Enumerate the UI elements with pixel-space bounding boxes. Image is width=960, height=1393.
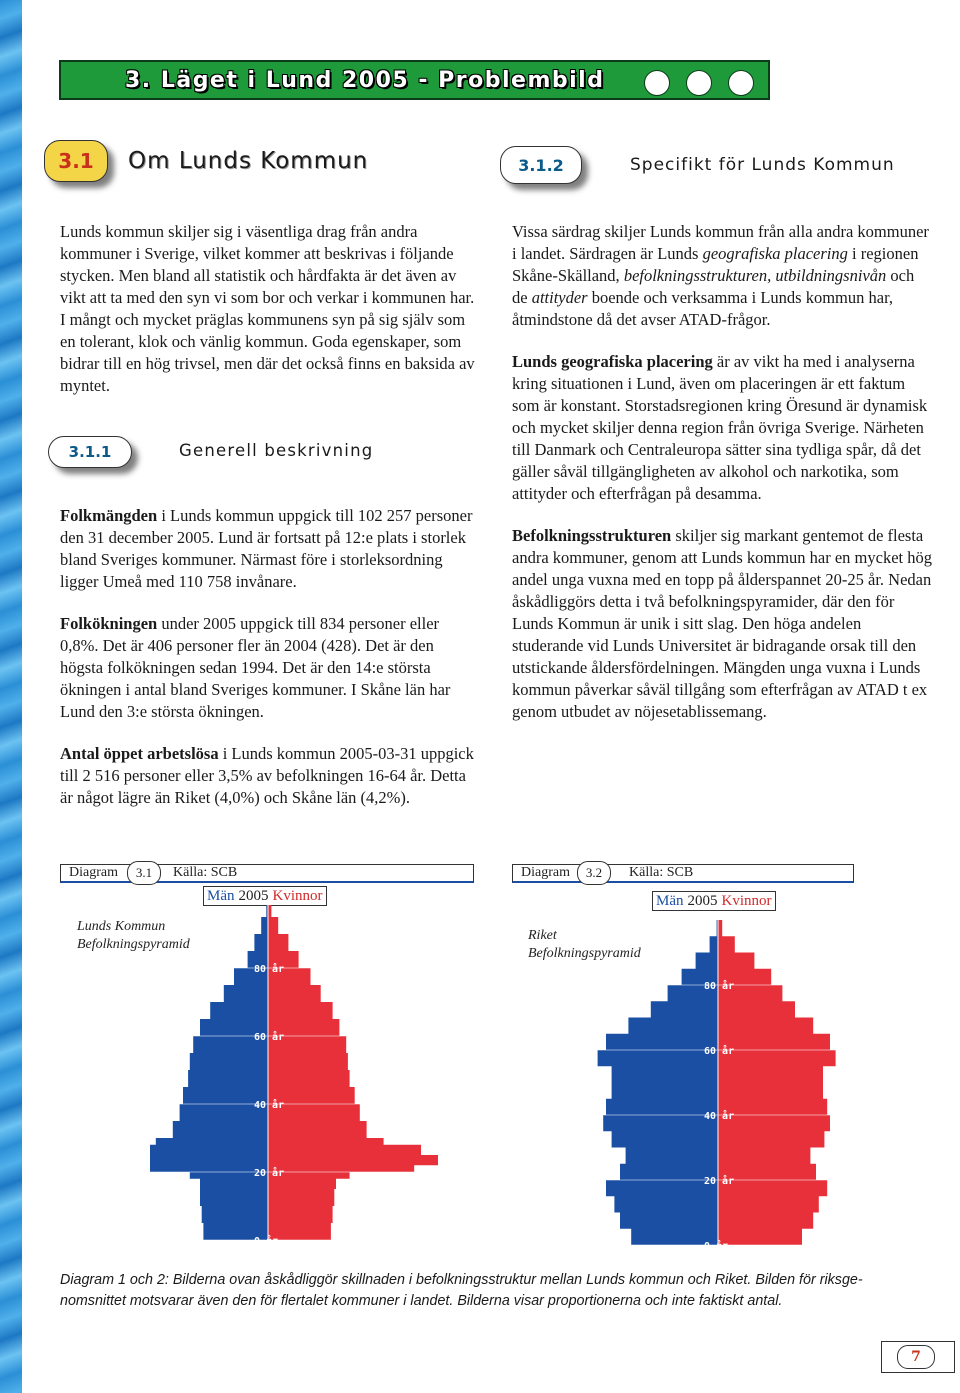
diagram-2-header bbox=[512, 864, 854, 883]
section-title-3-1: Om Lunds Kommun bbox=[128, 148, 369, 174]
decorative-sidebar bbox=[0, 0, 22, 1393]
diagram-1-legend bbox=[203, 886, 327, 906]
diagram-1-source: Källa: SCB bbox=[173, 865, 238, 880]
series-women-area bbox=[718, 920, 836, 1245]
legend-men: Män bbox=[656, 893, 684, 909]
intro-paragraph bbox=[60, 221, 480, 417]
series-men-area bbox=[598, 920, 718, 1245]
page-title: 3. Läget i Lund 2005 - Problembild bbox=[125, 67, 605, 93]
series-men-area bbox=[150, 905, 268, 1240]
paragraph-folkokningen: Folkökningen under 2005 uppgick till 834 personer eller 0,8%. Det är 406 personer fler än 2004 (428). Det är den högsta folkökningen sedan 1994. Det är den 14:e största ökningen i antal bland Sveriges kommuner. I Skåne län har Lund den 3:e största ökningen. bbox=[60, 614, 451, 721]
dot-icon bbox=[644, 70, 670, 96]
page-number: 7 bbox=[897, 1345, 935, 1369]
section-number-3-1: 3.1 bbox=[44, 140, 108, 182]
diagram-1-label: Diagram bbox=[69, 865, 118, 880]
age-tick-label: 80 år bbox=[254, 964, 285, 975]
age-tick-label: 60 år bbox=[704, 1046, 735, 1057]
dot-icon bbox=[728, 70, 754, 96]
diagram-2-label: Diagram bbox=[521, 865, 570, 880]
dot-icon bbox=[686, 70, 712, 96]
figure-caption: Diagram 1 och 2: Bilderna ovan åskådliggör skillnaden i befolkningsstruktur mellan Lunds kommun och Riket. Bilden för riksge-nomsnittet motsvarar även den för flertalet kommuner i landet. Bilderna visar proportionerna och inte faktiskt antal. bbox=[60, 1272, 863, 1309]
diagram-2-title-line2: Befolkningspyramid bbox=[528, 946, 641, 961]
age-tick-label: 40 år bbox=[254, 1100, 285, 1111]
paragraph-sardrag: Vissa särdrag skiljer Lunds kommun från alla andra kommuner i landet. Särdragen är Lunds geografiska placering i regionen Skåne-Skälland, befolkningsstrukturen, utbildningsnivån och de attityder boende och verksamma i Lunds kommun har, åtmindstone då det avser ATAD-frågor. bbox=[512, 222, 929, 329]
diagram-2-title-line1: Riket bbox=[528, 928, 557, 943]
paragraph-folkmangden: Folkmängden i Lunds kommun uppgick till 102 257 personer den 31 december 2005. Lund är fortsatt på 12:e plats i storlek bland Sveriges kommuner. Närmast före i storleksordning ligger Umeå med 110 758 invånare. bbox=[60, 506, 473, 591]
paragraph-arbetslosa: Antal öppet arbetslösa i Lunds kommun 2005-03-31 uppgick till 2 516 personer eller 3,5% av befolkningen 16-64 år. Detta är något lägre än Riket (4,0%) och Skåne län (4,2%). bbox=[60, 744, 474, 807]
paragraph-geografiska: Lunds geografiska placering är av vikt ha med i analyserna kring situationen i Lund, även om placeringen är ett faktum som är konstant. Storstadsregionen kring Öresund är dynamisk och mycket skiljer denna region från övriga Sverige. Närheten till Danmark och Centraleuropa sätter sina tydliga spår, då det gäller såväl tillgängligheten av alkohol och narkotika, som attityder och efterfrågan på desamma. bbox=[512, 352, 928, 503]
legend-year: 2005 bbox=[687, 893, 718, 909]
diagram-1-header bbox=[60, 864, 474, 883]
age-tick-label: 40 år bbox=[704, 1111, 735, 1122]
legend-men: Män bbox=[207, 888, 235, 904]
right-body bbox=[512, 221, 932, 743]
section-title-3-1-1: Generell beskrivning bbox=[179, 441, 374, 460]
diagram-2-legend bbox=[652, 891, 776, 911]
diagram-1-title-line2: Befolkningspyramid bbox=[77, 937, 190, 952]
paragraph-befolkningsstruktur: Befolkningsstrukturen skiljer sig markant gentemot de flesta andra kommuner, genom att Lunds kommun har en mycket hög andel unga vuxna med en topp på ålderspannet 20-25 år. Nedan åskådliggörs detta i två befolkningspyramider, där den för Lunds Kommun är unik i sitt slag. Den höga andelen studerande vid Lunds Universitet är bidragande orsak till den utstickande åldersfördelningen. Mängden unga vuxna i Lunds kommun påverkar såväl tillgång som efterfrågan av ATAD t ex genom utbudet av nöjesetablissemang. bbox=[512, 526, 932, 721]
series-women-area bbox=[268, 905, 438, 1240]
diagram-1-title-line1: Lunds Kommun bbox=[77, 919, 166, 934]
age-tick-label: 0 år bbox=[704, 1241, 729, 1252]
legend-year: 2005 bbox=[238, 888, 269, 904]
pyramid-chart-lund bbox=[150, 905, 450, 1250]
age-tick-label: 0 år bbox=[254, 1236, 279, 1247]
legend-women: Kvinnor bbox=[272, 888, 323, 904]
age-tick-label: 60 år bbox=[254, 1032, 285, 1043]
intro-text: Lunds kommun skiljer sig i väsentliga drag från andra kommuner i Sverige, vilket kommer att beskrivas i följande stycken. Men bland all statistik och hårdfakta är det även av vikt att ta med den syn vi som bor och verkar i kommunen har. I mångt och mycket präglas kommunens syn på sig själv som en tolerant, klok och vänlig kommun. Goda egenskaper, som bidrar till en hög trivsel, men där det också finns en baksida av myntet. bbox=[60, 222, 475, 395]
age-tick-label: 20 år bbox=[254, 1168, 285, 1179]
page-number-box bbox=[881, 1341, 955, 1373]
section-number-3-1-1: 3.1.1 bbox=[48, 436, 132, 468]
diagram-2-source: Källa: SCB bbox=[629, 865, 694, 880]
diagram-1-number: 3.1 bbox=[127, 861, 161, 885]
pyramid-chart-riket bbox=[575, 910, 865, 1255]
section-title-3-1-2: Specifikt för Lunds Kommun bbox=[630, 155, 895, 175]
legend-women: Kvinnor bbox=[721, 893, 772, 909]
diagram-2-number: 3.2 bbox=[577, 861, 611, 885]
section-number-3-1-2: 3.1.2 bbox=[500, 146, 582, 184]
age-tick-label: 20 år bbox=[704, 1176, 735, 1187]
title-bar bbox=[59, 60, 770, 100]
left-body bbox=[60, 505, 480, 829]
age-tick-label: 80 år bbox=[704, 981, 735, 992]
